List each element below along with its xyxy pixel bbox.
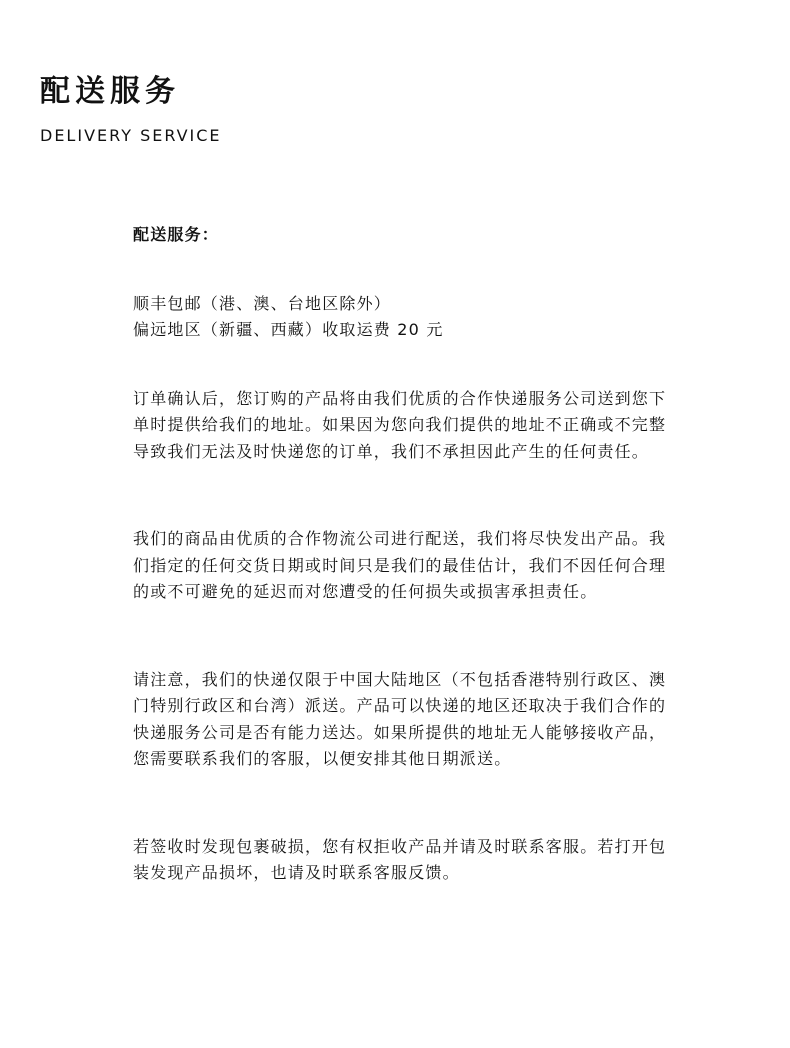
page-title: 配送服务 bbox=[40, 74, 180, 109]
section-heading-block bbox=[133, 222, 673, 249]
delivery-region-paragraph bbox=[133, 667, 673, 773]
damage-notice-text: 若签收时发现包裹破损，您有权拒收产品并请及时联系客服。若打开包装发现产品损坏，也请及时联系客服反馈。 bbox=[133, 836, 667, 882]
shipping-info bbox=[133, 291, 673, 344]
logistics-paragraph bbox=[133, 526, 673, 606]
shipping-line-free: 顺丰包邮（港、澳、台地区除外） bbox=[133, 293, 392, 313]
page-subtitle: DELIVERY SERVICE bbox=[40, 126, 222, 145]
section-heading: 配送服务： bbox=[133, 225, 220, 244]
page-header bbox=[40, 72, 222, 146]
delivery-content bbox=[133, 222, 673, 887]
order-confirmation-text: 订单确认后，您订购的产品将由我们优质的合作快递服务公司送到您下单时提供给我们的地址。如果因为您向我们提供的地址不正确或不完整导致我们无法及时快递您的订单，我们不承担因此产生的任何责任。 bbox=[133, 388, 667, 461]
delivery-region-text: 请注意，我们的快递仅限于中国大陆地区（不包括香港特别行政区、澳门特别行政区和台湾）派送。产品可以快递的地区还取决于我们合作的快递服务公司是否有能力送达。如果所提供的地址无人能够接收产品，您需要联系我们的客服，以便安排其他日期派送。 bbox=[133, 669, 667, 768]
damage-notice-paragraph bbox=[133, 834, 673, 887]
shipping-line-remote: 偏远地区（新疆、西藏）收取运费 20 元 bbox=[133, 320, 444, 339]
logistics-text: 我们的商品由优质的合作物流公司进行配送，我们将尽快发出产品。我们指定的任何交货日期或时间只是我们的最佳估计，我们不因任何合理的或不可避免的延迟而对您遭受的任何损失或损害承担责任。 bbox=[133, 529, 667, 601]
order-confirmation-paragraph bbox=[133, 386, 673, 466]
